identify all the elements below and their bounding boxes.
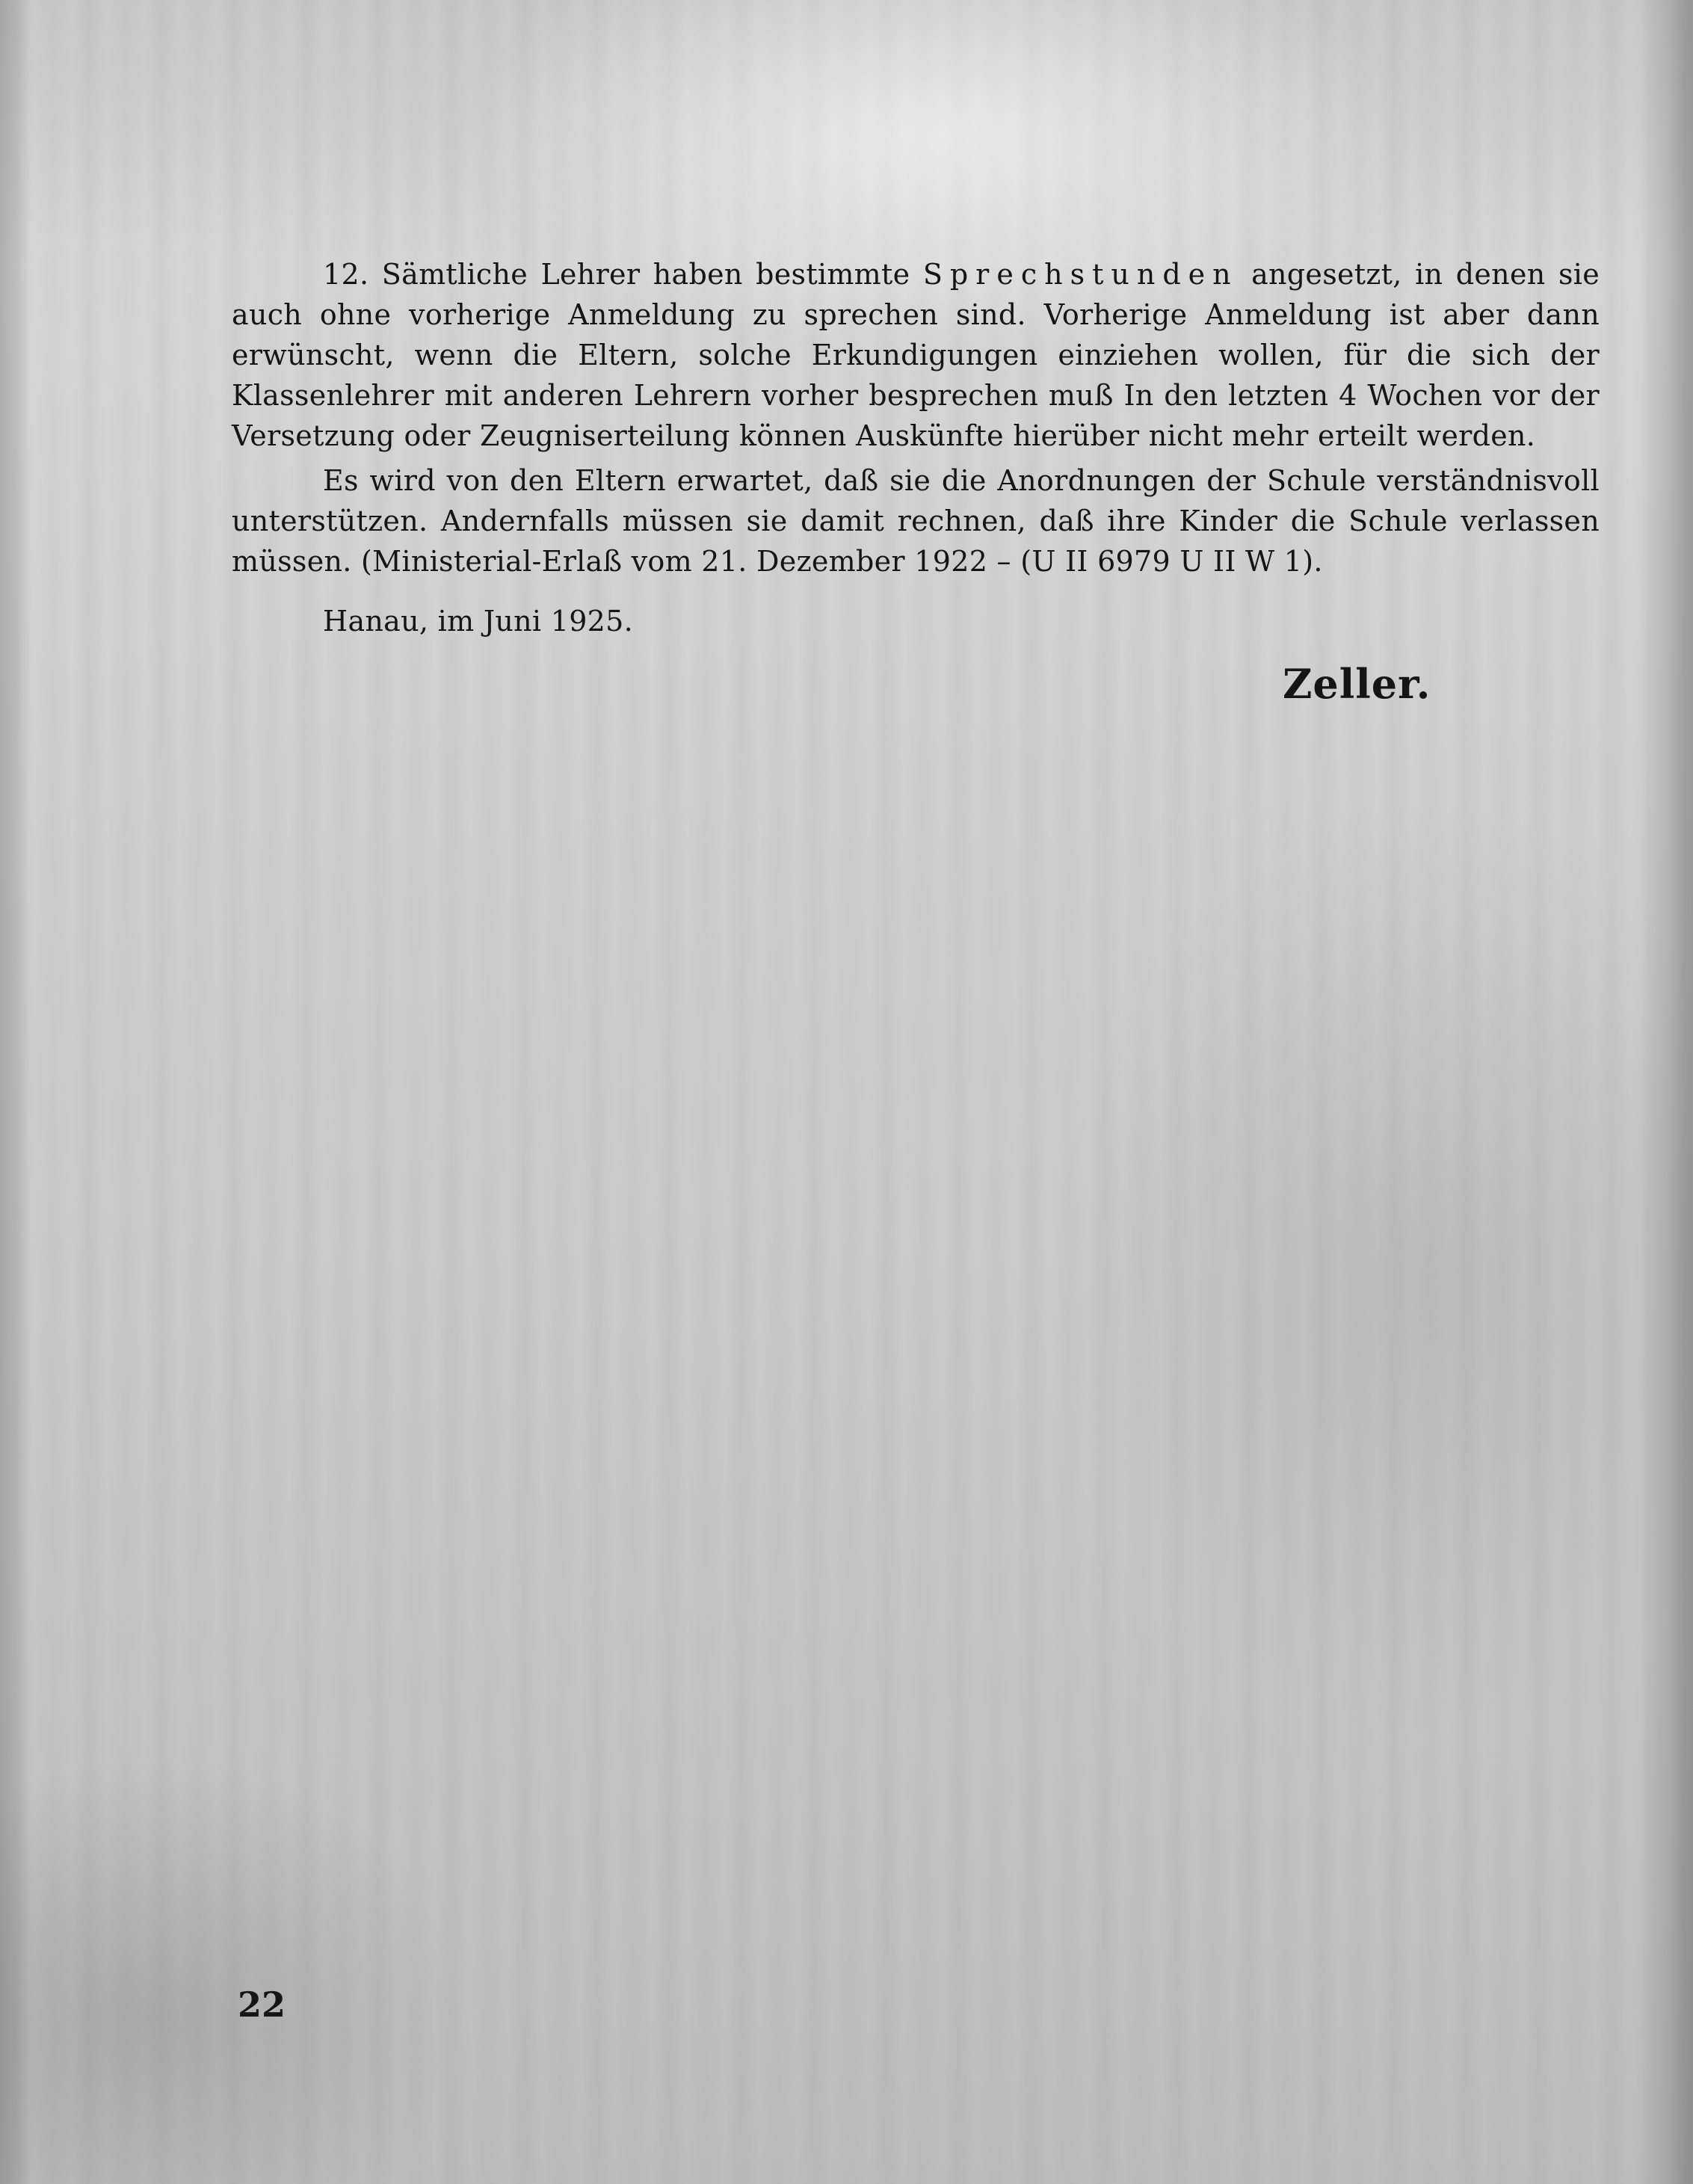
paragraph-12-number: 12. [323, 258, 369, 291]
place-date-line: Hanau, im Juni 1925. [323, 605, 634, 638]
page-right-shadow [1641, 0, 1693, 2184]
signature: Zeller. [1283, 660, 1431, 708]
page-number: 22 [238, 1984, 286, 2025]
paragraph-12-text-start: Sämtliche Lehrer haben bestimmte [381, 258, 910, 291]
body-text [232, 254, 1600, 582]
page-left-shadow [0, 0, 30, 2184]
paragraph-12-spaced-word: Sprechstunden [922, 258, 1239, 291]
paragraph-12-text-end: angesetzt, in denen sie auch ohne vorherige Anmeldung zu sprechen sind. Vorherige Anmeldung ist aber dann erwünscht, wenn die Eltern, solche Erkundigungen einziehen wollen, für die sich der Klassenlehrer mit anderen Lehrern vorher besprechen muß In den letzten 4 Wochen vor der Versetzung oder Zeugniserteilung können Auskünfte hierüber nicht mehr erteilt werden. [232, 258, 1600, 452]
paragraph-parents: Es wird von den Eltern erwartet, daß sie die Anordnungen der Schule verständnisvoll unterstützen. Andernfalls müssen sie damit rechnen, daß ihre Kinder die Schule verlassen müssen. (Ministerial-Erlaß vom 21. Dezember 1922 – (U II 6979 U II W 1). [232, 464, 1600, 578]
paragraph-12 [232, 254, 1600, 456]
